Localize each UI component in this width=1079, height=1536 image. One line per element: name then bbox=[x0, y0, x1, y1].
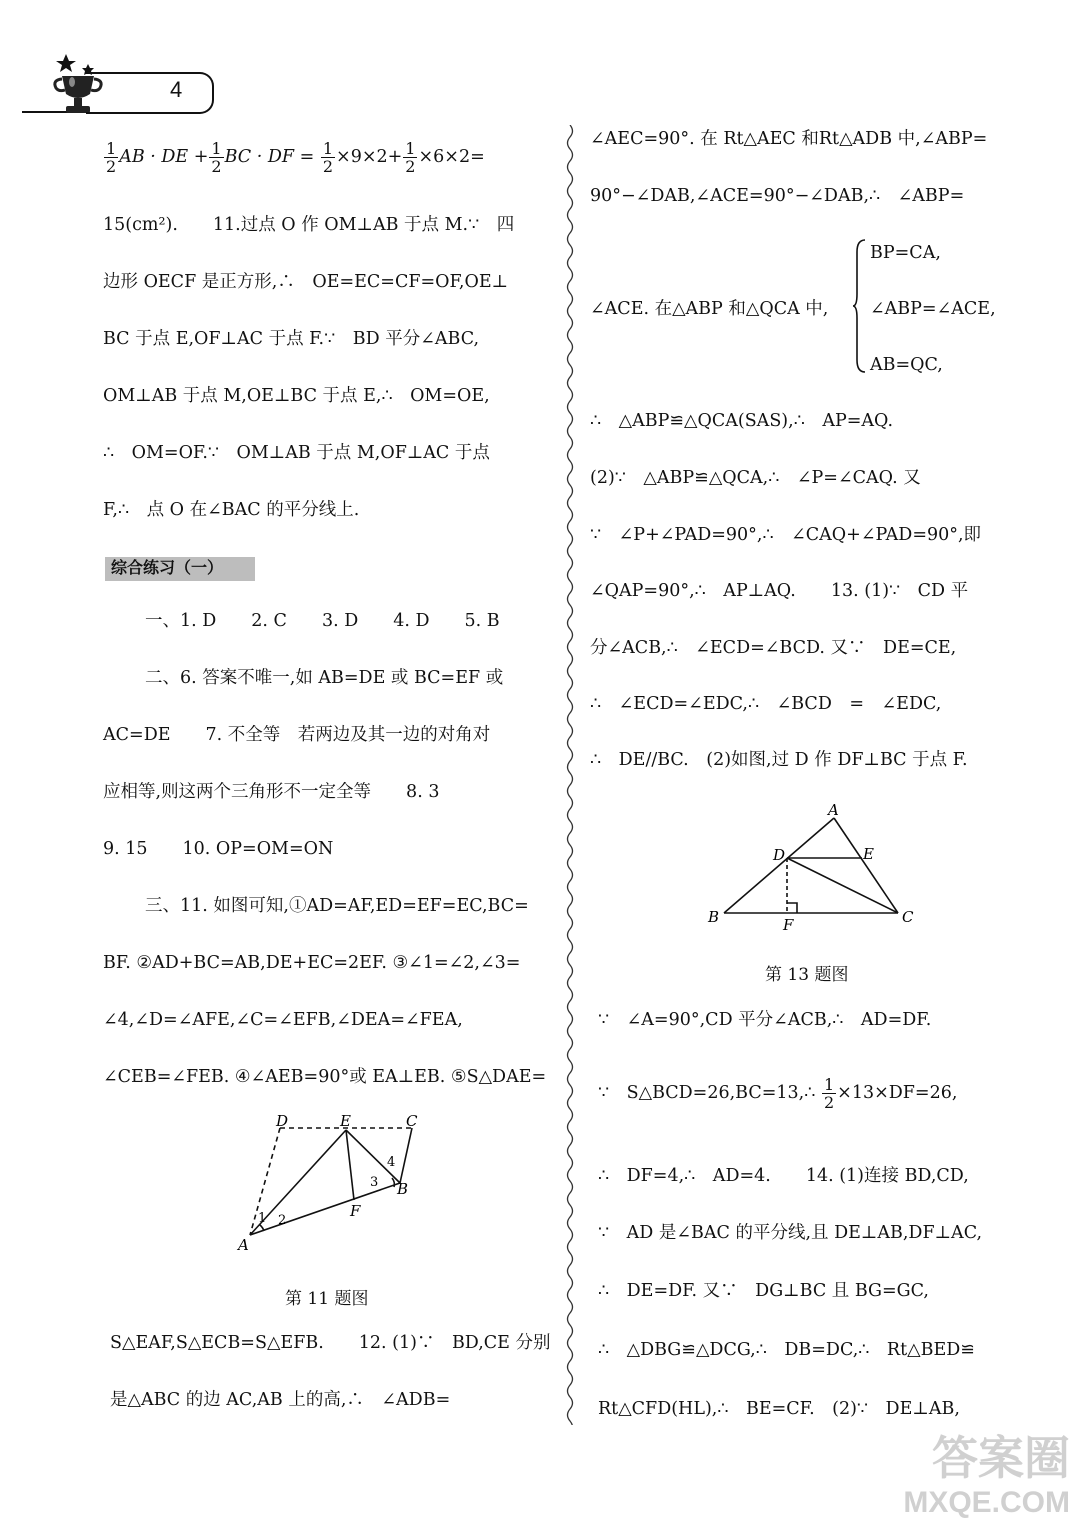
section-title: 综合练习（一） bbox=[105, 557, 255, 581]
label-angle-1: 1 bbox=[258, 1211, 267, 1226]
right-line: ∴ DF=4,∴ AD=4. 14. (1)连接 BD,CD, bbox=[598, 1166, 969, 1186]
answer-line: AC=DE 7. 不全等 若两边及其一边的对角对 bbox=[103, 725, 491, 745]
watermark-url: MXQE.COM bbox=[903, 1486, 1070, 1519]
page-number: 4 bbox=[170, 77, 183, 102]
left-line: BC 于点 E,OF⊥AC 于点 F.∵ BD 平分∠ABC, bbox=[103, 329, 480, 349]
left-line: 是△ABC 的边 AC,AB 上的高,∴ ∠ADB= bbox=[110, 1390, 451, 1410]
fraction: $\frac{1}{2}$ bbox=[322, 139, 334, 176]
left-first-line: $\frac{1}{2}$ AB · DE + $\frac{1}{2}$ BC · DF = $\frac{1}{2}$ ×9×2+ $\frac{1}{2}$ ×6×2= bbox=[106, 139, 485, 176]
label-A: A bbox=[828, 801, 839, 819]
label-angle-3: 3 bbox=[370, 1175, 379, 1190]
right-line: ∴ ∠ECD=∠EDC,∴ ∠BCD = ∠EDC, bbox=[590, 694, 942, 714]
figure-13-caption: 第 13 题图 bbox=[765, 965, 849, 985]
right-line: (2)∵ △ABP≌△QCA,∴ ∠P=∠CAQ. 又 bbox=[590, 468, 921, 488]
label-C: C bbox=[902, 908, 914, 926]
right-line: ∵ ∠P+∠PAD=90°,∴ ∠CAQ+∠PAD=90°,即 bbox=[590, 525, 982, 545]
system-line: BP=CA, bbox=[870, 243, 941, 263]
right-line: ∴ △ABP≌△QCA(SAS),∴ AP=AQ. bbox=[590, 411, 894, 431]
label-A: A bbox=[238, 1236, 249, 1254]
left-line: F,∴ 点 O 在∠BAC 的平分线上. bbox=[103, 500, 360, 520]
label-B: B bbox=[708, 908, 720, 926]
right-line: ∵ ∠A=90°,CD 平分∠ACB,∴ AD=DF. bbox=[598, 1010, 932, 1030]
right-line: ∠QAP=90°,∴ AP⊥AQ. 13. (1)∵ CD 平 bbox=[590, 581, 969, 601]
answer-line: 9. 15 10. OP=OM=ON bbox=[103, 839, 334, 859]
fraction: $\frac{1}{2}$ bbox=[823, 1075, 835, 1112]
label-F: F bbox=[350, 1202, 361, 1220]
right-line: ∠AEC=90°. 在 Rt△AEC 和Rt△ADB 中,∠ABP= bbox=[590, 129, 988, 149]
label-C: C bbox=[406, 1112, 418, 1130]
fraction: $\frac{1}{2}$ bbox=[106, 139, 117, 176]
label-angle-2: 2 bbox=[278, 1213, 287, 1228]
watermark bbox=[900, 1430, 1070, 1530]
system-prefix: ∠ACE. 在△ABP 和△QCA 中, bbox=[590, 299, 829, 319]
answer-line: 一、1. D 2. C 3. D 4. D 5. B bbox=[145, 611, 500, 631]
watermark-text: 答案圈 bbox=[932, 1432, 1070, 1484]
system-line: AB=QC, bbox=[870, 355, 943, 375]
right-line: Rt△CFD(HL),∴ BE=CF. (2)∵ DE⊥AB, bbox=[598, 1399, 960, 1419]
answer-line: 三、11. 如图可知,①AD=AF,ED=EF=EC,BC= bbox=[145, 896, 529, 916]
system-line: ∠ABP=∠ACE, bbox=[870, 299, 996, 319]
right-line-fraction: ∵ S△BCD=26,BC=13,∴ $\frac{1}{2}$ ×13×DF=26, bbox=[598, 1075, 958, 1112]
page-number-box bbox=[86, 72, 214, 114]
label-B: B bbox=[397, 1180, 409, 1198]
answer-line: 应相等,则这两个三角形不一定全等 8. 3 bbox=[103, 782, 440, 802]
label-E: E bbox=[340, 1112, 351, 1130]
answer-line: ∠CEB=∠FEB. ④∠AEB=90°或 EA⊥EB. ⑤S△DAE= bbox=[103, 1067, 547, 1087]
left-line: ∴ OM=OF.∵ OM⊥AB 于点 M,OF⊥AC 于点 bbox=[103, 443, 490, 463]
answer-line: BF. ②AD+BC=AB,DE+EC=2EF. ③∠1=∠2,∠3= bbox=[103, 953, 521, 973]
figure-11-caption: 第 11 题图 bbox=[285, 1289, 369, 1309]
left-line: 边形 OECF 是正方形,∴ OE=EC=CF=OF,OE⊥ bbox=[103, 272, 509, 292]
left-line: 15(cm²). 11.过点 O 作 OM⊥AB 于点 M.∵ 四 bbox=[103, 215, 515, 235]
brace-icon bbox=[853, 238, 867, 374]
right-line: 分∠ACB,∴ ∠ECD=∠BCD. 又∵ DE=CE, bbox=[590, 638, 957, 658]
answer-line: ∠4,∠D=∠AFE,∠C=∠EFB,∠DEA=∠FEA, bbox=[103, 1010, 463, 1030]
right-line: ∴ DE//BC. (2)如图,过 D 作 DF⊥BC 于点 F. bbox=[590, 750, 968, 770]
label-angle-4: 4 bbox=[387, 1155, 396, 1170]
right-line: 90°−∠DAB,∠ACE=90°−∠DAB,∴ ∠ABP= bbox=[590, 186, 965, 206]
label-D: D bbox=[773, 846, 786, 864]
answer-line: 二、6. 答案不唯一,如 AB=DE 或 BC=EF 或 bbox=[145, 668, 504, 688]
right-line: ∵ AD 是∠BAC 的平分线,且 DE⊥AB,DF⊥AC, bbox=[598, 1223, 983, 1243]
right-line: ∴ DE=DF. 又∵ DG⊥BC 且 BG=GC, bbox=[598, 1281, 929, 1301]
left-line: OM⊥AB 于点 M,OE⊥BC 于点 E,∴ OM=OE, bbox=[103, 386, 490, 406]
label-E: E bbox=[863, 845, 874, 863]
column-divider bbox=[563, 125, 577, 1425]
figure-13 bbox=[700, 800, 930, 940]
label-F: F bbox=[783, 916, 794, 934]
fraction: $\frac{1}{2}$ bbox=[405, 139, 416, 176]
label-D: D bbox=[276, 1112, 289, 1130]
figure-11 bbox=[230, 1110, 430, 1260]
right-line: ∴ △DBG≌△DCG,∴ DB=DC,∴ Rt△BED≌ bbox=[598, 1340, 975, 1360]
left-line: S△EAF,S△ECB=S△EFB. 12. (1)∵ BD,CE 分别 bbox=[110, 1333, 551, 1353]
fraction: $\frac{1}{2}$ bbox=[211, 139, 222, 176]
